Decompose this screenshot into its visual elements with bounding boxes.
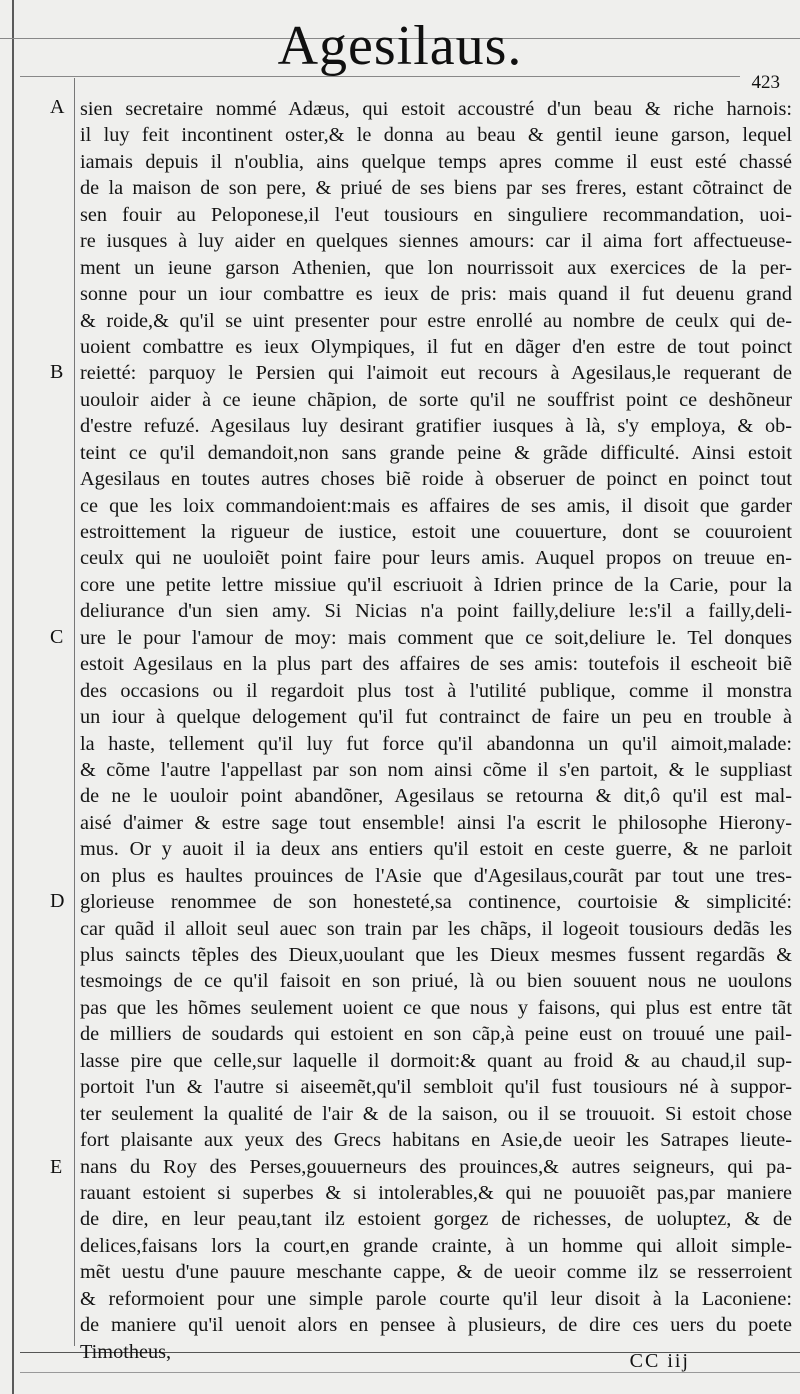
text-line: & cõme l'autre l'appellast par son nom ainsi cõme il s'en partoit, & le suppliast bbox=[80, 758, 792, 781]
margin-letter-b: B bbox=[50, 361, 64, 383]
text-line: de maniere qu'il uenoit alors en pensee à plusieurs, de dire ces uers du poete bbox=[80, 1314, 792, 1337]
text-line: & reformoient pour une simple parole courte qu'il leur disoit à la Laconiene: bbox=[80, 1287, 792, 1310]
text-line: delices,faisans lors la court,en grande crainte, à un homme qui alloit simple- bbox=[80, 1234, 792, 1257]
text-line: core une petite lettre missiue qu'il escriuoit à Idrien prince de la Carie, pour la bbox=[80, 573, 792, 596]
text-line: il luy feit incontinent oster,& le donna au beau & gentil ieune garson, lequel bbox=[80, 124, 792, 147]
text-line: rauant estoient si superbes & si intolerables,& qui ne pouuoiẽt pas,par maniere bbox=[80, 1181, 792, 1204]
text-line: ce que les loix commandoient:mais es affaires de ses amis, il disoit que garder bbox=[80, 494, 792, 517]
text-line: aisé d'aimer & estre sage tout ensemble! ainsi l'a escrit le philosophe Hierony- bbox=[80, 811, 792, 834]
text-line: re iusques à luy aider en quelques siennes amours: car il aima fort affectueuse- bbox=[80, 230, 792, 253]
text-line: tesmoings de ce qu'il faisoit en son priué, là ou bien souuent nous ne uoulons bbox=[80, 970, 792, 993]
text-line: de milliers de soudards qui estoient en son cãp,à peine eust on trouué une pail- bbox=[80, 1023, 792, 1046]
signature-mark: CC iij bbox=[629, 1350, 690, 1372]
margin-letter-a: A bbox=[50, 96, 65, 118]
body-text bbox=[80, 96, 792, 1365]
text-line: sen fouir au Peloponese,il l'eut tousiours en singuliere recommandation, uoi- bbox=[80, 203, 792, 226]
text-line: glorieuse renommee de son honesteté,sa continence, courtoisie & simplicité: bbox=[80, 891, 792, 914]
text-line: ment un ieune garson Athenien, que lon nourrissoit aux exercices de la per- bbox=[80, 256, 792, 279]
text-line: portoit l'un & l'autre si aiseemẽt,qu'il sembloit qu'il fust tousiours né à suppor- bbox=[80, 1076, 792, 1099]
running-title: Agesilaus. bbox=[277, 15, 523, 77]
text-line: deliurance d'un sien amy. Si Nicias n'a point failly,deliure le:s'il a failly,deli- bbox=[80, 600, 792, 623]
text-line: estroittement la rigueur de iustice, estoit une couuerture, dont se couuroient bbox=[80, 521, 792, 543]
text-line: la haste, tellement qu'il luy fut force qu'il abandonna un qu'il aimoit,malade: bbox=[80, 732, 792, 755]
text-line: sien secretaire nommé Adæus, qui estoit accoustré d'un beau & riche harnois: bbox=[80, 98, 792, 120]
text-line: Agesilaus en toutes autres choses biẽ roide à obseruer de poinct en poinct tout bbox=[80, 468, 792, 491]
text-line: reietté: parquoy le Persien qui l'aimoit eut recours à Agesilaus,le requerant de bbox=[80, 362, 792, 385]
margin-letter-c: C bbox=[50, 626, 64, 648]
text-line: ceulx qui ne uouloiẽt point faire pour leurs amis. Auquel propos on treuue en- bbox=[80, 547, 792, 570]
text-line: estoit Agesilaus en la plus part des affaires de ses amis: toutefois il escheoit biẽ bbox=[80, 653, 792, 676]
text-line: on plus es haultes prouinces de l'Asie que d'Agesilaus,courãt par tout une tres- bbox=[80, 864, 792, 887]
text-line: de dire, en leur peau,tant ilz estoient gorgez de richesses, de uoluptez, & de bbox=[80, 1208, 792, 1231]
text-line: uouloir aider à ce ieune chãpion, de sorte qu'il ne souffrist point ce deshõneur bbox=[80, 388, 792, 411]
text-line: nans du Roy des Perses,gouuerneurs des prouinces,& autres seigneurs, qui pa- bbox=[80, 1155, 792, 1178]
text-line: car quãd il alloit seul auec son train par les chãps, il logeoit tousiours dedãs les bbox=[80, 917, 792, 940]
text-line: de la maison de son pere, & priué de ses biens par ses freres, estant cõtrainct de bbox=[80, 177, 792, 200]
text-line: ure le pour l'amour de moy: mais comment que ce soit,deliure le. Tel donques bbox=[80, 626, 792, 649]
text-line: Timotheus, bbox=[80, 1340, 172, 1363]
text-line: iamais depuis il n'oublia, ains quelque temps apres comme il eust esté chassé bbox=[80, 150, 792, 173]
text-line: pas que les hõmes seulement uoient ce que nous y faisons, qui plus est entre tãt bbox=[80, 996, 792, 1019]
text-line: uoient combattre es ieux Olympiques, il fut en dãger d'en estre de tout poinct bbox=[80, 335, 792, 358]
text-line: des occasions ou il regardoit plus tost à l'utilité publique, comme il monstra bbox=[80, 679, 792, 702]
text-line: un iour à quelque delogement qu'il fut contrainct de faire un peu en trouble à bbox=[80, 706, 792, 729]
text-line: ter seulement la qualité de l'air & de la saison, ou il se trouuoit. Si estoit chose bbox=[80, 1102, 792, 1125]
text-line: mus. Or y auoit il ia deux ans entiers qu'il estoit en ceste guerre, & ne parloit bbox=[80, 838, 792, 861]
text-line: d'estre refuzé. Agesilaus luy desirant gratifier iusques à là, s'y employa, & ob- bbox=[80, 415, 792, 438]
text-line: plus saincts tẽples des Dieux,uoulant que les Dieux mesmes fussent regardãs & bbox=[80, 944, 792, 966]
margin-letter-d: D bbox=[50, 890, 65, 912]
text-line: lasse pire que celle,sur laquelle il dormoit:& quant au froid & au chaud,il sup- bbox=[80, 1049, 792, 1072]
page-number: 423 bbox=[751, 72, 780, 93]
margin-column-rule bbox=[74, 78, 75, 1346]
text-line: fort plaisante aux yeux des Grecs habitans en Asie,de ueoir les Satrapes lieute- bbox=[80, 1129, 792, 1152]
page-edge-rule bbox=[12, 0, 14, 1394]
text-line: sonne pour un iour combattre es ieux de pris: mais quand il fut deuenu grand bbox=[80, 283, 792, 306]
text-line: & roide,& qu'il se uint presenter pour estre enrollé au nombre de ceulx qui de- bbox=[80, 309, 792, 332]
margin-letter-e: E bbox=[50, 1156, 63, 1178]
text-line: teint ce qu'il demandoit,non sans grande peine & grãde difficulté. Ainsi estoit bbox=[80, 441, 792, 464]
text-line: de ne le uouloir point abandõner, Agesilaus se retourna & dit,ô qu'il est mal- bbox=[80, 785, 792, 808]
text-line: mẽt uestu d'une pauure meschante cappe, & de ueoir comme ilz se resserroient bbox=[80, 1261, 792, 1284]
